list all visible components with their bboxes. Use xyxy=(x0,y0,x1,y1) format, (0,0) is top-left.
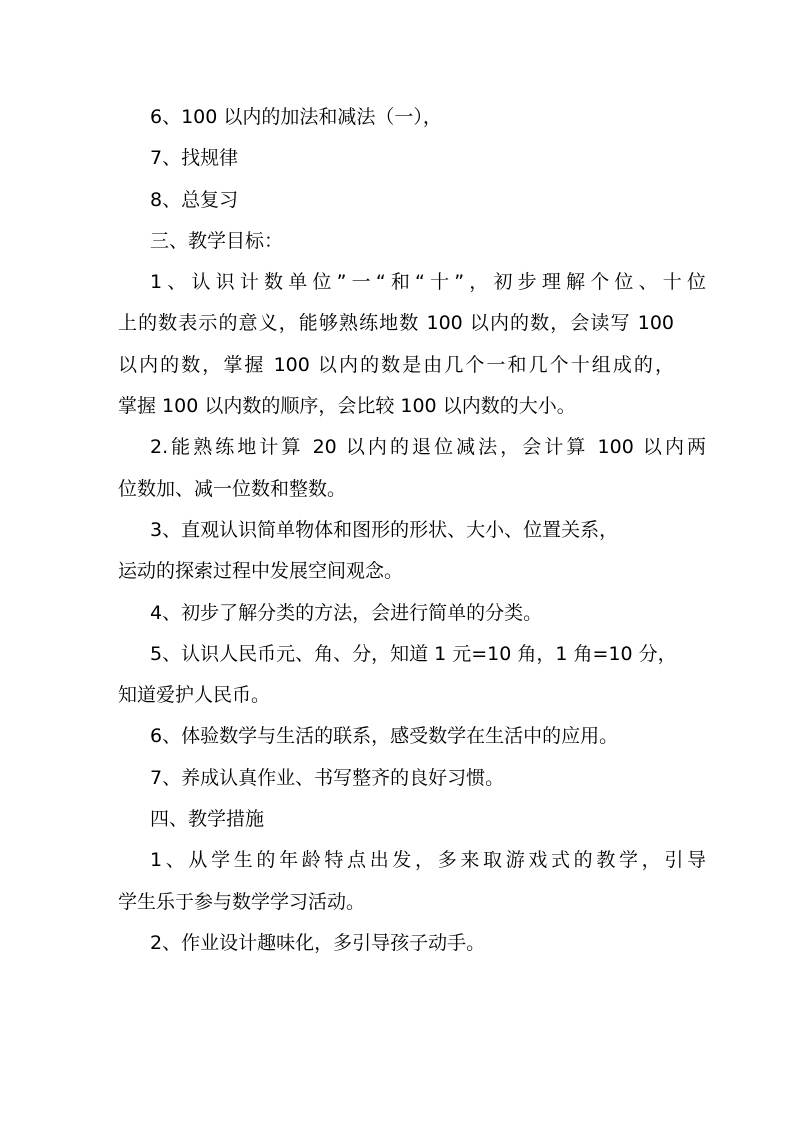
goal-5-line-2: 知道爱护人民币。 xyxy=(118,684,271,707)
goal-1-line-3: 以内的数，掌握 100 以内的数是由几个一和几个十组成的， xyxy=(118,353,674,376)
goal-5-line-1: 5、认识人民币元、角、分，知道 1 元=10 角，1 角=10 分， xyxy=(150,642,677,665)
goal-1-line-2: 上的数表示的意义，能够熟练地数 100 以内的数，会读写 100 xyxy=(118,312,674,335)
goal-6: 6、体验数学与生活的联系，感受数学在生活中的应用。 xyxy=(150,725,619,748)
list-item-8-general-review: 8、总复习 xyxy=(150,188,239,211)
goal-3-line-1: 3、直观认识简单物体和图形的形状、大小、位置关系， xyxy=(150,518,619,541)
list-item-7-find-patterns: 7、找规律 xyxy=(150,147,239,170)
measure-1-line-2: 学生乐于参与数学学习活动。 xyxy=(118,890,366,913)
section-heading-teaching-measures: 四、教学措施 xyxy=(150,808,265,831)
goal-2-line-2: 位数加、减一位数和整数。 xyxy=(118,477,347,500)
section-heading-teaching-goals: 三、教学目标： xyxy=(150,229,284,252)
list-item-6-addition-subtraction: 6、100 以内的加法和减法（一）， xyxy=(150,106,442,128)
measure-1-line-1: 1、从学生的年龄特点出发，多来取游戏式的教学，引导 xyxy=(150,849,706,872)
goal-2-line-1: 2.能熟练地计算 20 以内的退位减法，会计算 100 以内两 xyxy=(150,436,706,459)
goal-7: 7、养成认真作业、书写整齐的良好习惯。 xyxy=(150,766,505,789)
measure-2: 2、作业设计趣味化，多引导孩子动手。 xyxy=(150,931,486,954)
goal-1-line-1: 1、认识计数单位”一“和“十”，初步理解个位、十位 xyxy=(150,271,706,294)
document-body xyxy=(118,97,706,964)
goal-4: 4、初步了解分类的方法，会进行简单的分类。 xyxy=(150,601,543,624)
goal-3-line-2: 运动的探索过程中发展空间观念。 xyxy=(118,560,404,583)
goal-1-line-4: 掌握 100 以内数的顺序，会比较 100 以内数的大小。 xyxy=(118,395,576,418)
